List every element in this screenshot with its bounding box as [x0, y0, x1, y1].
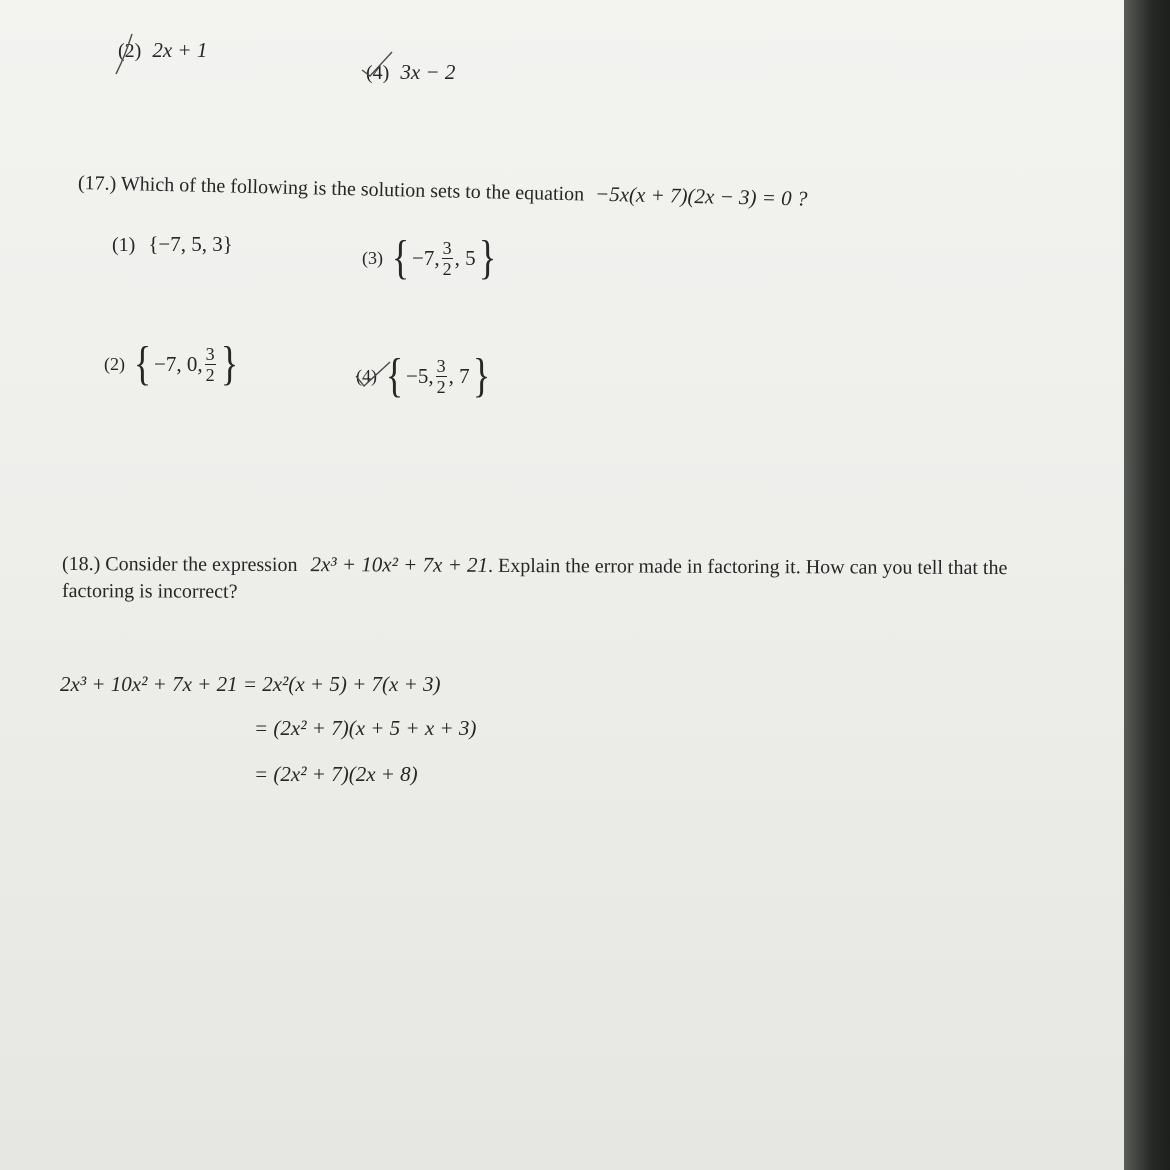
q17-choice-4-close-brace: } — [472, 349, 490, 402]
q17-choice-2-frac-den: 2 — [205, 364, 215, 385]
q17-choice-1 — [112, 232, 233, 257]
q17-choice-4-fraction — [436, 356, 447, 397]
q17-choice-3-before: −7, — [412, 245, 440, 270]
q18-prompt-end: . Explain the error made in factoring it. How can you tell that the — [488, 554, 1008, 580]
prev-choice-2-value: 2x + 1 — [152, 38, 208, 62]
q17-choice-2-open-brace: { — [133, 337, 152, 390]
q17-choice-2-set — [131, 337, 241, 390]
background-surface — [1124, 0, 1170, 1170]
q18-work-line-3: = (2x² + 7)(2x + 8) — [254, 762, 418, 786]
q17-choice-4-before: −5, — [406, 363, 434, 388]
q17-choice-3-set — [389, 231, 499, 284]
q18-prompt-line1 — [62, 551, 1007, 580]
prev-choice-4-label: (4) — [366, 62, 390, 84]
q17-choice-2-label: (2) — [104, 353, 125, 374]
pen-mark-prev-4 — [358, 48, 398, 82]
q17-choice-4-set — [383, 349, 493, 402]
q17-choice-3-after: , 5 — [454, 245, 476, 270]
q17-choice-3-label: (3) — [362, 247, 383, 268]
q18-work-line-1: 2x³ + 10x² + 7x + 21 = 2x²(x + 5) + 7(x + 3) — [60, 672, 441, 696]
q17-choice-4-open-brace: { — [385, 349, 404, 402]
q18-work-line-2: = (2x² + 7)(x + 5 + x + 3) — [254, 716, 477, 740]
q17-choice-2-fraction — [205, 344, 216, 385]
q17-choice-2 — [104, 337, 241, 390]
q17-choice-4-frac-den: 2 — [436, 376, 446, 397]
q17-choice-3 — [362, 231, 499, 284]
pen-mark-prev-2 — [110, 30, 140, 78]
q17-choice-4-after: , 7 — [448, 363, 470, 388]
q17-choice-3-frac-den: 2 — [442, 258, 452, 279]
q17-choice-2-frac-num: 3 — [205, 343, 215, 364]
q17-choice-4-label: (4) — [356, 365, 377, 386]
q17-choice-2-close-brace: } — [220, 337, 238, 390]
q17-choice-4-frac-num: 3 — [436, 355, 446, 376]
prev-choice-4-value: 3x − 2 — [400, 60, 456, 84]
q17-prompt-text: (17.) Which of the following is the solution sets to the equation — [77, 172, 585, 206]
q18-expression: 2x³ + 10x² + 7x + 21 — [310, 552, 489, 577]
q17-choice-1-label: (1) — [112, 234, 136, 256]
q17-choice-3-fraction — [442, 238, 453, 279]
q17-choice-3-frac-num: 3 — [442, 237, 452, 258]
q17-choice-3-open-brace: { — [391, 231, 410, 284]
q17-choice-3-close-brace: } — [478, 231, 496, 284]
pen-mark-q17-4 — [352, 356, 396, 390]
q18-prompt-line2: factoring is incorrect? — [61, 580, 238, 603]
prev-choice-2-label: (2) — [118, 40, 142, 62]
q17-choice-2-before: −7, 0, — [154, 351, 203, 376]
q17-choice-1-set: {−7, 5, 3} — [148, 232, 233, 256]
q17-equation: −5x(x + 7)(2x − 3) = 0 ? — [594, 181, 808, 211]
q18-prompt-start: (18.) Consider the expression — [61, 553, 298, 577]
